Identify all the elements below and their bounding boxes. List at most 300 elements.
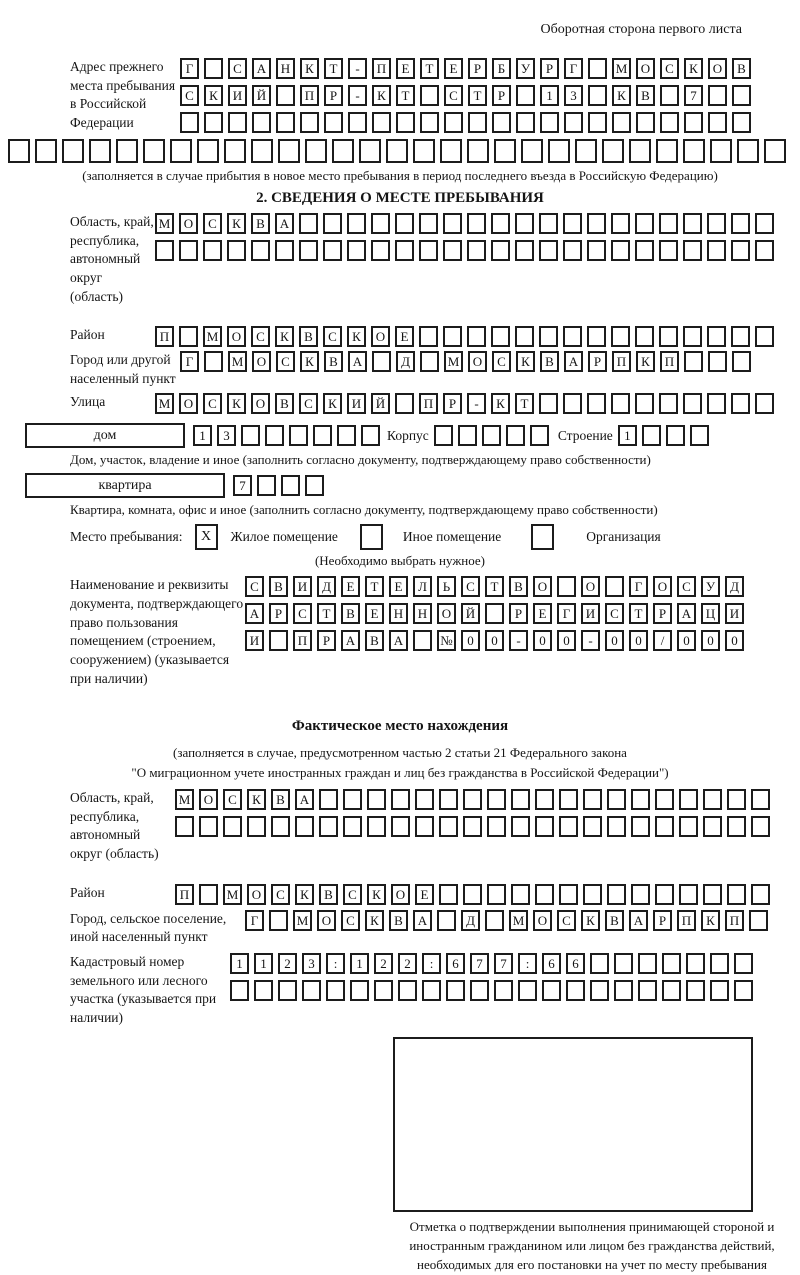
char-cell: Е xyxy=(533,603,552,624)
actual-district-row xyxy=(175,884,770,905)
char-cell xyxy=(590,980,609,1001)
char-cell: К xyxy=(516,351,535,372)
char-cell: Л xyxy=(413,576,432,597)
char-cell xyxy=(247,816,266,837)
char-cell: М xyxy=(223,884,242,905)
char-cell: С xyxy=(444,85,463,106)
char-cell xyxy=(420,112,439,133)
char-cell xyxy=(386,139,408,163)
char-cell: К xyxy=(295,884,314,905)
char-cell: В xyxy=(319,884,338,905)
char-cell: Т xyxy=(317,603,336,624)
char-cell: П xyxy=(677,910,696,931)
char-cell xyxy=(539,326,558,347)
char-cell: Р xyxy=(588,351,607,372)
char-cell: 6 xyxy=(542,953,561,974)
char-cell xyxy=(257,475,276,496)
char-cell: В xyxy=(324,351,343,372)
char-cell xyxy=(755,240,774,261)
char-cell xyxy=(708,351,727,372)
actual-city-block xyxy=(70,910,800,947)
char-cell xyxy=(420,351,439,372)
char-cell xyxy=(690,425,709,446)
char-cell: Т xyxy=(396,85,415,106)
char-cell xyxy=(732,85,751,106)
char-cell: К xyxy=(372,85,391,106)
char-cell: 3 xyxy=(564,85,583,106)
char-cell xyxy=(319,789,338,810)
char-cell: Т xyxy=(365,576,384,597)
char-cell: А xyxy=(252,58,271,79)
char-cell xyxy=(662,953,681,974)
char-cell: К xyxy=(323,393,342,414)
char-cell: 6 xyxy=(566,953,585,974)
char-cell xyxy=(564,112,583,133)
char-cell: Т xyxy=(324,58,343,79)
char-cell xyxy=(635,240,654,261)
char-cell: С xyxy=(276,351,295,372)
char-cell xyxy=(542,980,561,1001)
char-cell: В xyxy=(341,603,360,624)
stamp-box xyxy=(393,1037,753,1212)
char-cell xyxy=(494,980,513,1001)
char-cell xyxy=(440,139,462,163)
char-cell xyxy=(485,910,504,931)
char-cell xyxy=(230,980,249,1001)
char-cell: Д xyxy=(317,576,336,597)
char-cell: О xyxy=(391,884,410,905)
char-cell xyxy=(563,326,582,347)
char-cell: В xyxy=(251,213,270,234)
char-cell xyxy=(395,393,414,414)
char-cell xyxy=(269,910,288,931)
char-cell xyxy=(686,980,705,1001)
char-cell xyxy=(727,816,746,837)
char-cell xyxy=(170,139,192,163)
char-cell xyxy=(371,240,390,261)
char-cell: П xyxy=(293,630,312,651)
char-cell xyxy=(707,393,726,414)
city-block xyxy=(70,351,800,388)
char-cell xyxy=(116,139,138,163)
actual-location-title: Фактическое место нахождения xyxy=(291,718,509,735)
char-cell xyxy=(755,393,774,414)
char-cell xyxy=(511,789,530,810)
char-cell xyxy=(655,789,674,810)
actual-district-block xyxy=(70,884,800,905)
char-cell xyxy=(251,240,270,261)
char-cell xyxy=(515,213,534,234)
char-cell: 0 xyxy=(629,630,648,651)
document-label: Наименование и реквизиты документа, подтверждающего право пользования помещением (строением, сооружением) (указывается при наличии) xyxy=(70,577,244,686)
char-cell xyxy=(276,112,295,133)
stamp-note: Отметка о подтверждении выполнения принимающей стороной и иностранным гражданином или лицом без гражданства действий, необходимых для его постановки на учет по месту пребывания xyxy=(409,1219,775,1273)
char-cell: П xyxy=(660,351,679,372)
char-cell: Б xyxy=(492,58,511,79)
other-premises-label: Иное помещение xyxy=(402,529,502,545)
apartment-note: Квартира, комната, офис и иное (заполнить согласно документу, подтверждающему право собственности) xyxy=(70,502,658,518)
apartment-word-box: квартира xyxy=(25,473,225,498)
char-cell: Р xyxy=(540,58,559,79)
char-cell xyxy=(631,884,650,905)
actual-region-row-1 xyxy=(175,789,770,810)
char-cell: М xyxy=(228,351,247,372)
char-cell: Д xyxy=(725,576,744,597)
char-cell: 7 xyxy=(684,85,703,106)
char-cell xyxy=(607,789,626,810)
char-cell xyxy=(710,980,729,1001)
street-row xyxy=(155,393,774,414)
char-cell xyxy=(539,213,558,234)
char-cell xyxy=(228,112,247,133)
char-cell: Н xyxy=(413,603,432,624)
district-label: Район xyxy=(70,327,105,343)
char-cell: П xyxy=(372,58,391,79)
char-cell: - xyxy=(509,630,528,651)
char-cell: : xyxy=(422,953,441,974)
char-cell xyxy=(751,789,770,810)
char-cell xyxy=(530,425,549,446)
char-cell xyxy=(548,139,570,163)
region-block xyxy=(70,213,800,306)
char-cell: П xyxy=(155,326,174,347)
char-cell: Т xyxy=(629,603,648,624)
char-cell: Т xyxy=(485,576,504,597)
char-cell: С xyxy=(343,884,362,905)
char-cell: Р xyxy=(509,603,528,624)
char-cell: 1 xyxy=(230,953,249,974)
char-cell xyxy=(611,240,630,261)
char-cell: 0 xyxy=(677,630,696,651)
char-cell: А xyxy=(564,351,583,372)
char-cell xyxy=(337,425,356,446)
char-cell xyxy=(491,240,510,261)
korpus-cells xyxy=(434,425,549,446)
char-cell: В xyxy=(299,326,318,347)
char-cell xyxy=(203,240,222,261)
char-cell: Г xyxy=(629,576,648,597)
char-cell xyxy=(204,58,223,79)
char-cell: О xyxy=(179,213,198,234)
char-cell: С xyxy=(492,351,511,372)
char-cell xyxy=(679,816,698,837)
residential-label: Жилое помещение xyxy=(230,529,338,545)
char-cell: Е xyxy=(341,576,360,597)
char-cell xyxy=(516,85,535,106)
char-cell: 1 xyxy=(193,425,212,446)
char-cell xyxy=(566,980,585,1001)
char-cell xyxy=(299,240,318,261)
char-cell xyxy=(439,789,458,810)
street-block xyxy=(70,393,800,414)
char-cell xyxy=(614,953,633,974)
char-cell xyxy=(143,139,165,163)
char-cell xyxy=(332,139,354,163)
char-cell: В xyxy=(732,58,751,79)
char-cell xyxy=(413,630,432,651)
char-cell: Г xyxy=(180,351,199,372)
char-cell: О xyxy=(227,326,246,347)
char-cell xyxy=(269,630,288,651)
char-cell xyxy=(629,139,651,163)
char-cell xyxy=(655,884,674,905)
char-cell xyxy=(731,326,750,347)
region-row-2 xyxy=(155,240,774,261)
char-cell xyxy=(254,980,273,1001)
char-cell xyxy=(686,953,705,974)
char-cell xyxy=(8,139,30,163)
char-cell: 2 xyxy=(374,953,393,974)
char-cell xyxy=(487,884,506,905)
char-cell: У xyxy=(701,576,720,597)
char-cell xyxy=(313,425,332,446)
char-cell: 3 xyxy=(217,425,236,446)
char-cell: М xyxy=(444,351,463,372)
char-cell: С xyxy=(677,576,696,597)
char-cell xyxy=(467,240,486,261)
char-cell xyxy=(751,816,770,837)
char-cell xyxy=(563,213,582,234)
char-cell: И xyxy=(245,630,264,651)
char-cell xyxy=(749,910,768,931)
actual-location-note-2: "О миграционном учете иностранных граждан и лиц без гражданства в Российской Федерации") xyxy=(131,765,669,781)
char-cell: М xyxy=(175,789,194,810)
char-cell: А xyxy=(348,351,367,372)
char-cell: В xyxy=(605,910,624,931)
char-cell xyxy=(684,112,703,133)
char-cell xyxy=(359,139,381,163)
char-cell: 0 xyxy=(461,630,480,651)
prev-address-note: (заполняется в случае прибытия в новое место пребывания в период последнего въезда в Российскую Федерацию) xyxy=(82,168,718,183)
char-cell xyxy=(607,884,626,905)
char-cell xyxy=(583,789,602,810)
char-cell xyxy=(443,326,462,347)
char-cell: : xyxy=(326,953,345,974)
cadastral-row-2 xyxy=(230,980,753,1001)
char-cell xyxy=(437,910,456,931)
char-cell: В xyxy=(389,910,408,931)
char-cell xyxy=(204,351,223,372)
char-cell xyxy=(612,112,631,133)
char-cell: 2 xyxy=(398,953,417,974)
char-cell xyxy=(468,112,487,133)
char-cell xyxy=(350,980,369,1001)
char-cell xyxy=(467,326,486,347)
char-cell: 1 xyxy=(350,953,369,974)
region-label: Область, край, республика, автономный округ (область) xyxy=(70,214,154,304)
char-cell: 7 xyxy=(494,953,513,974)
char-cell: О xyxy=(317,910,336,931)
char-cell: С xyxy=(203,393,222,414)
char-cell: О xyxy=(179,393,198,414)
char-cell: О xyxy=(199,789,218,810)
char-cell: 0 xyxy=(485,630,504,651)
char-cell: / xyxy=(653,630,672,651)
char-cell xyxy=(199,884,218,905)
char-cell xyxy=(638,980,657,1001)
document-row-1 xyxy=(245,576,744,597)
char-cell: К xyxy=(491,393,510,414)
char-cell: - xyxy=(581,630,600,651)
char-cell: И xyxy=(581,603,600,624)
char-cell xyxy=(518,980,537,1001)
char-cell xyxy=(223,816,242,837)
char-cell: Е xyxy=(415,884,434,905)
char-cell xyxy=(413,139,435,163)
char-cell xyxy=(563,240,582,261)
char-cell xyxy=(737,139,759,163)
char-cell xyxy=(731,393,750,414)
char-cell: С xyxy=(557,910,576,931)
char-cell: К xyxy=(581,910,600,931)
char-cell xyxy=(492,112,511,133)
char-cell: С xyxy=(228,58,247,79)
char-cell xyxy=(439,884,458,905)
residential-checkbox: X xyxy=(195,524,218,550)
char-cell: И xyxy=(347,393,366,414)
char-cell xyxy=(224,139,246,163)
city-row xyxy=(180,351,751,372)
char-cell: В xyxy=(271,789,290,810)
char-cell xyxy=(252,112,271,133)
char-cell: Й xyxy=(252,85,271,106)
stay-type-row xyxy=(70,524,800,550)
char-cell xyxy=(511,816,530,837)
char-cell: О xyxy=(252,351,271,372)
char-cell: 6 xyxy=(446,953,465,974)
char-cell: В xyxy=(269,576,288,597)
char-cell xyxy=(557,576,576,597)
char-cell xyxy=(180,112,199,133)
char-cell xyxy=(683,393,702,414)
char-cell xyxy=(443,240,462,261)
char-cell: А xyxy=(295,789,314,810)
char-cell xyxy=(707,326,726,347)
char-cell xyxy=(302,980,321,1001)
char-cell xyxy=(199,816,218,837)
stay-type-label: Место пребывания: xyxy=(70,529,183,545)
char-cell xyxy=(708,85,727,106)
char-cell xyxy=(588,58,607,79)
house-note: Дом, участок, владение и иное (заполнить согласно документу, подтверждающему право собственности) xyxy=(70,452,651,468)
char-cell xyxy=(395,213,414,234)
char-cell: О xyxy=(533,910,552,931)
actual-region-label: Область, край, республика, автономный округ (область) xyxy=(70,790,159,861)
apartment-cells xyxy=(233,475,324,496)
char-cell xyxy=(494,139,516,163)
char-cell: Г xyxy=(564,58,583,79)
char-cell: Г xyxy=(557,603,576,624)
char-cell: О xyxy=(653,576,672,597)
char-cell xyxy=(278,980,297,1001)
char-cell: С xyxy=(605,603,624,624)
char-cell xyxy=(656,139,678,163)
char-cell xyxy=(396,112,415,133)
prev-address-label: Адрес прежнего места пребывания в Российской Федерации xyxy=(70,59,176,130)
char-cell: С xyxy=(245,576,264,597)
char-cell xyxy=(155,240,174,261)
char-cell: Р xyxy=(653,603,672,624)
char-cell xyxy=(535,789,554,810)
char-cell: М xyxy=(509,910,528,931)
char-cell xyxy=(660,112,679,133)
char-cell: Р xyxy=(653,910,672,931)
char-cell: С xyxy=(660,58,679,79)
other-premises-checkbox xyxy=(360,524,383,550)
char-cell: Н xyxy=(276,58,295,79)
char-cell: М xyxy=(293,910,312,931)
char-cell xyxy=(278,139,300,163)
char-cell xyxy=(482,425,501,446)
cadastral-block xyxy=(70,953,800,1028)
char-cell xyxy=(506,425,525,446)
char-cell xyxy=(372,351,391,372)
char-cell xyxy=(35,139,57,163)
char-cell xyxy=(343,789,362,810)
cadastral-row-1 xyxy=(230,953,753,974)
char-cell xyxy=(588,112,607,133)
char-cell xyxy=(271,816,290,837)
char-cell: Р xyxy=(492,85,511,106)
char-cell xyxy=(575,139,597,163)
char-cell xyxy=(361,425,380,446)
char-cell xyxy=(276,85,295,106)
char-cell xyxy=(535,816,554,837)
char-cell: 0 xyxy=(533,630,552,651)
char-cell xyxy=(559,884,578,905)
char-cell: О xyxy=(247,884,266,905)
char-cell: Т xyxy=(515,393,534,414)
char-cell xyxy=(348,112,367,133)
char-cell: П xyxy=(300,85,319,106)
char-cell xyxy=(590,953,609,974)
char-cell xyxy=(275,240,294,261)
apartment-row xyxy=(25,473,800,498)
char-cell xyxy=(516,112,535,133)
char-cell: 1 xyxy=(540,85,559,106)
char-cell: Е xyxy=(389,576,408,597)
cadastral-label: Кадастровый номер земельного или лесного участка (указывается при наличии) xyxy=(70,953,217,1025)
char-cell xyxy=(635,393,654,414)
char-cell xyxy=(605,576,624,597)
char-cell: В xyxy=(509,576,528,597)
char-cell xyxy=(487,816,506,837)
char-cell xyxy=(559,789,578,810)
district-block xyxy=(70,326,800,347)
char-cell: П xyxy=(175,884,194,905)
char-cell: А xyxy=(341,630,360,651)
char-cell xyxy=(422,980,441,1001)
char-cell xyxy=(659,326,678,347)
char-cell xyxy=(289,425,308,446)
char-cell: О xyxy=(636,58,655,79)
char-cell xyxy=(463,884,482,905)
char-cell xyxy=(587,240,606,261)
char-cell: А xyxy=(245,603,264,624)
char-cell xyxy=(251,139,273,163)
char-cell xyxy=(463,789,482,810)
stay-type-note: (Необходимо выбрать нужное) xyxy=(314,553,486,569)
char-cell xyxy=(458,425,477,446)
char-cell xyxy=(635,213,654,234)
char-cell xyxy=(305,139,327,163)
char-cell: Г xyxy=(180,58,199,79)
char-cell: П xyxy=(612,351,631,372)
char-cell xyxy=(511,884,530,905)
char-cell xyxy=(347,213,366,234)
char-cell xyxy=(631,789,650,810)
char-cell: 0 xyxy=(557,630,576,651)
